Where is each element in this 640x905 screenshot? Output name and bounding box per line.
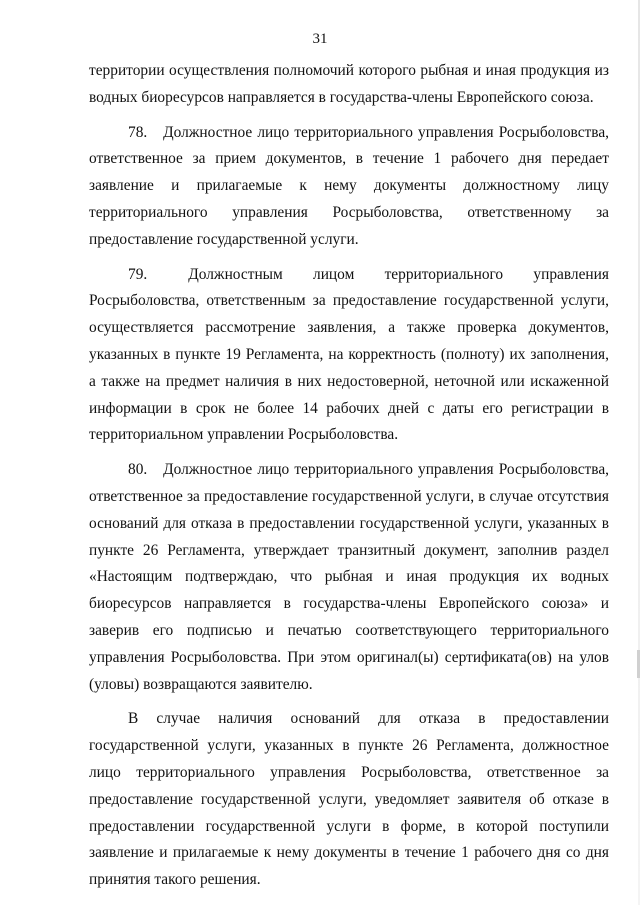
paragraph-number: 80.	[128, 461, 148, 479]
paragraph-number: 79.	[128, 265, 148, 283]
paragraph-refusal-case	[89, 706, 609, 894]
document-body	[89, 58, 609, 894]
page-number: 31	[312, 31, 328, 47]
paragraph-79	[89, 262, 609, 450]
paragraph-text: Должностным лицом территориального управления Росрыболовства, ответственным за предоставление государственной услуги, осуществляется рассмотрение заявления, а также проверка документов, указанных в пункте 19 Регламента, на корректность (полноту) их заполнения, а также на предмет наличия в них недостоверной, неточной или искаженной информации в срок не более 14 рабочих дней с даты его регистрации в территориальном управлении Росрыболовства.	[89, 265, 609, 444]
paragraph-number: 78.	[128, 123, 148, 141]
paragraph-text: Должностное лицо территориального управления Росрыболовства, ответственное за предоставление государственной услуги, в случае отсутствия оснований для отказа в предоставлении государственной услуги, указанных в пункте 26 Регламента, утверждает транзитный документ, заполнив раздел «Настоящим подтверждаю, что рыбная и иная продукция их водных биоресурсов направляется в государства-члены Европейского союза» и заверив его подписью и печатью соответствующего территориального управления Росрыболовства. При этом оригинал(ы) сертификата(ов) на улов (уловы) возвращаются заявителю.	[89, 461, 609, 693]
paragraph-80	[89, 457, 609, 698]
paragraph-continuation	[89, 58, 609, 112]
paragraph-78	[89, 120, 609, 254]
paragraph-text: В случае наличия оснований для отказа в предоставлении государственной услуги, указанных в пункте 26 Регламента, должностное лицо территориального управления Росрыболовства, ответственное за предоставление государственной услуги, уведомляет заявителя об отказе в предоставлении государственной услуги в форме, в которой поступили заявление и прилагаемые к нему документы в течение 1 рабочего дня со дня принятия такого решения.	[89, 710, 609, 889]
paragraph-text: территории осуществления полномочий которого рыбная и иная продукция из водных биоресурсов направляется в государства-члены Европейского союза.	[89, 62, 609, 106]
paragraph-text: Должностное лицо территориального управления Росрыболовства, ответственное за прием документов, в течение 1 рабочего дня передает заявление и прилагаемые к нему документы должностному лицу территориального управления Росрыболовства, ответственному за предоставление государственной услуги.	[89, 123, 609, 248]
